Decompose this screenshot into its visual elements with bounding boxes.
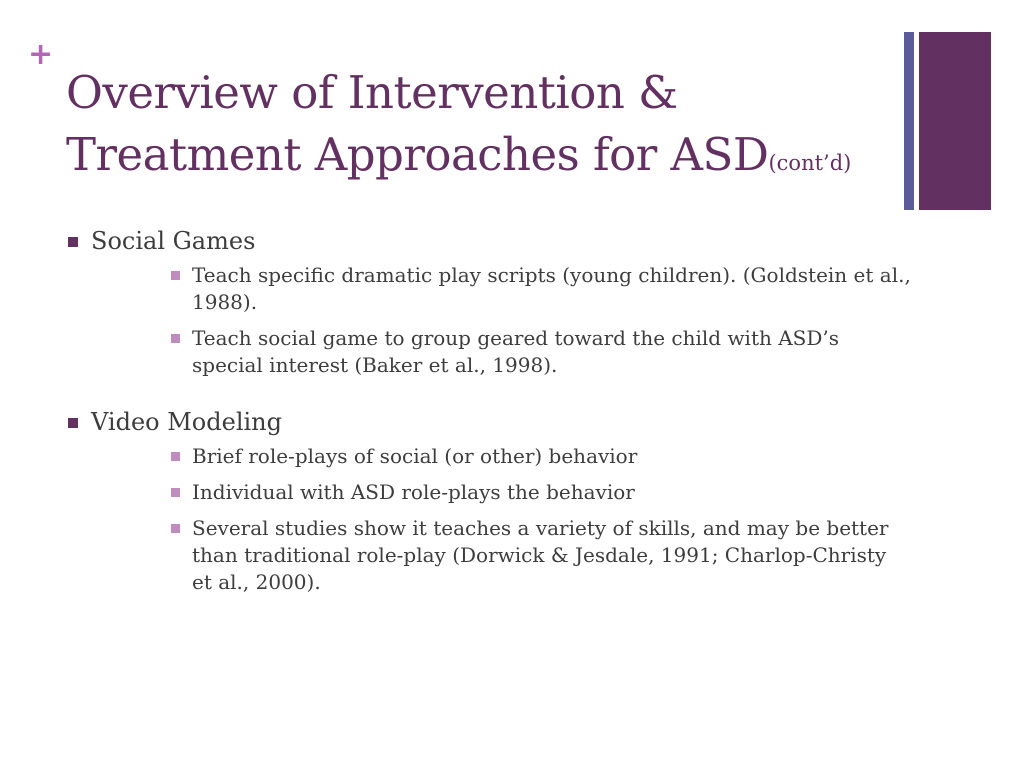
section-heading: Video Modeling <box>91 408 282 436</box>
accent-bar-thick <box>919 32 991 210</box>
list-item <box>168 515 912 596</box>
list-item-text: Several studies show it teaches a variety of skills, and may be better than traditional role-play (Dorwick & Jesdale, 1991; Charlop-Christy et al., 2000). <box>192 516 889 594</box>
list-item <box>168 479 912 506</box>
list-item-text: Individual with ASD role-plays the behavior <box>192 480 635 504</box>
square-bullet-icon <box>171 334 180 343</box>
list-item-text: Brief role-plays of social (or other) behavior <box>192 444 638 468</box>
bullet-content <box>66 226 911 605</box>
list-item-text: Teach specific dramatic play scripts (young children). (Goldstein et al., 1988). <box>192 263 911 314</box>
square-bullet-icon <box>171 488 180 497</box>
plus-icon: + <box>28 37 54 72</box>
section-heading: Social Games <box>91 227 256 255</box>
list-item <box>168 325 912 379</box>
list-item <box>168 262 912 316</box>
square-bullet-icon <box>171 524 180 533</box>
square-bullet-icon <box>171 452 180 461</box>
page-title <box>66 62 896 194</box>
section-video-modeling <box>66 407 906 596</box>
accent-bar-thin <box>904 32 914 210</box>
sub-bullet-list <box>91 443 906 596</box>
section-social-games <box>66 226 911 379</box>
list-item <box>168 443 912 470</box>
title-suffix: (cont’d) <box>768 151 852 175</box>
sub-bullet-list <box>91 262 911 379</box>
title-main: Overview of Intervention & Treatment Approaches for ASD <box>66 66 769 181</box>
square-bullet-icon <box>68 237 78 247</box>
square-bullet-icon <box>68 418 78 428</box>
square-bullet-icon <box>171 271 180 280</box>
list-item-text: Teach social game to group geared toward the child with ASD’s special interest (Baker et al., 1998). <box>192 326 840 377</box>
